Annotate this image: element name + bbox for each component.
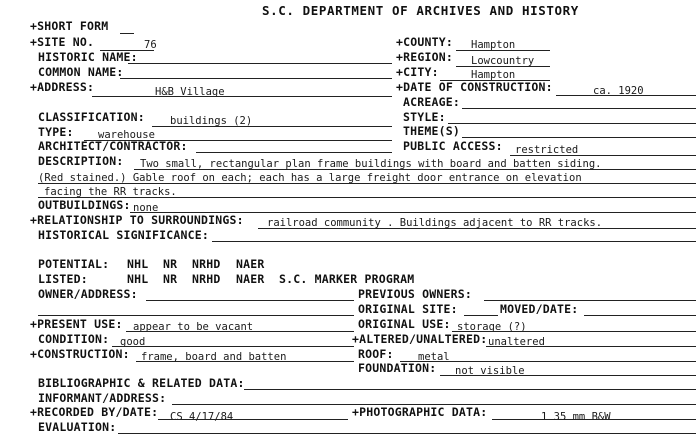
historic-name-label: HISTORIC NAME: — [38, 50, 138, 64]
description-rule-2 — [38, 183, 696, 184]
recorded-by-line — [158, 419, 348, 420]
moved-date-label: MOVED/DATE: — [500, 302, 579, 316]
common-name-label: COMMON NAME: — [38, 65, 124, 79]
short-form-line — [120, 33, 134, 34]
original-site-line — [464, 315, 498, 316]
original-use-label: ORIGINAL USE: — [358, 317, 451, 331]
description-line-1: Two small, rectangular plan frame buildings with board and batten siding. — [140, 158, 602, 170]
historical-significance-line — [212, 241, 696, 242]
photographic-label: +PHOTOGRAPHIC DATA: — [352, 405, 488, 419]
present-use-label: +PRESENT USE: — [30, 317, 123, 331]
foundation-value: not visible — [455, 365, 525, 377]
date-of-construction-label: +DATE OF CONSTRUCTION: — [396, 80, 553, 94]
present-use-value: appear to be vacant — [133, 321, 254, 333]
roof-value: metal — [418, 351, 450, 363]
description-rule-3 — [38, 197, 696, 198]
region-value: Lowcountry — [471, 55, 535, 67]
altered-label: +ALTERED/UNALTERED: — [352, 332, 488, 346]
outbuildings-label: OUTBUILDINGS: — [38, 198, 131, 212]
address-line — [92, 96, 392, 97]
description-label: DESCRIPTION: — [38, 154, 124, 168]
date-of-construction-line — [556, 95, 696, 96]
foundation-label: FOUNDATION: — [358, 361, 437, 375]
region-line — [456, 66, 550, 67]
site-no-label: +SITE NO. — [30, 35, 95, 49]
recorded-by-label: +RECORDED BY/DATE: — [30, 405, 159, 419]
bibliographic-label: BIBLIOGRAPHIC & RELATED DATA: — [38, 376, 245, 390]
city-label: +CITY: — [396, 65, 439, 79]
evaluation-label: EVALUATION: — [38, 420, 117, 434]
construction-value: frame, board and batten — [141, 351, 287, 363]
short-form-label: +SHORT FORM — [30, 19, 109, 33]
region-label: +REGION: — [396, 50, 453, 64]
form-title: S.C. DEPARTMENT OF ARCHIVES AND HISTORY — [262, 3, 579, 18]
listed-nhl: NHL — [127, 272, 149, 286]
construction-label: +CONSTRUCTION: — [30, 347, 130, 361]
present-use-line — [126, 331, 354, 332]
moved-date-line — [584, 315, 696, 316]
acreage-line — [462, 108, 696, 109]
condition-line — [112, 346, 354, 347]
altered-value: unaltered — [488, 336, 545, 348]
classification-line — [152, 126, 392, 127]
public-access-label: PUBLIC ACCESS: — [403, 139, 503, 153]
listed-nrhd: NRHD — [192, 272, 221, 286]
county-value: Hampton — [471, 39, 516, 51]
bibliographic-line — [244, 389, 696, 390]
roof-label: ROOF: — [358, 347, 394, 361]
theme-line — [462, 137, 696, 138]
public-access-value: restricted — [515, 144, 579, 156]
condition-label: CONDITION: — [38, 332, 110, 346]
historical-significance-label: HISTORICAL SIGNIFICANCE: — [38, 228, 209, 242]
architect-line — [196, 152, 392, 153]
photographic-line — [492, 419, 696, 420]
potential-nr: NR — [163, 257, 178, 271]
foundation-line — [440, 375, 696, 376]
outbuildings-value: none — [133, 202, 159, 214]
potential-naer: NAER — [236, 257, 265, 271]
theme-label: THEME(S) — [403, 124, 460, 138]
original-use-line — [452, 331, 696, 332]
photographic-value: 1 35 mm B&W — [541, 411, 611, 423]
marker-program-label: S.C. MARKER PROGRAM — [279, 272, 415, 286]
relationship-value: railroad community . Buildings adjacent to RR tracks. — [267, 217, 603, 229]
county-label: +COUNTY: — [396, 35, 453, 49]
construction-line — [136, 361, 354, 362]
altered-line — [486, 346, 696, 347]
previous-owners-label: PREVIOUS OWNERS: — [358, 287, 472, 301]
owner-address-line-2 — [38, 315, 354, 316]
potential-nrhd: NRHD — [192, 257, 221, 271]
relationship-line — [258, 228, 696, 229]
listed-label: LISTED: — [38, 272, 88, 286]
type-value: warehouse — [98, 129, 155, 141]
historic-name-line — [128, 63, 392, 64]
previous-owners-line — [484, 300, 696, 301]
common-name-line — [120, 78, 392, 79]
recorded-by-value: CS 4/17/84 — [170, 411, 234, 423]
county-line — [456, 50, 550, 51]
description-rule-1 — [134, 169, 696, 170]
listed-naer: NAER — [236, 272, 265, 286]
public-access-line — [510, 155, 696, 156]
owner-address-line — [146, 300, 354, 301]
listed-nr: NR — [163, 272, 178, 286]
site-no-value: 76 — [144, 39, 157, 51]
evaluation-line — [118, 433, 696, 434]
type-label: TYPE: — [38, 125, 74, 139]
style-line — [448, 123, 696, 124]
potential-label: POTENTIAL: — [38, 257, 110, 271]
owner-address-label: OWNER/ADDRESS: — [38, 287, 138, 301]
style-label: STYLE: — [403, 110, 446, 124]
classification-value: buildings (2) — [170, 115, 253, 127]
address-label: +ADDRESS: — [30, 80, 95, 94]
informant-label: INFORMANT/ADDRESS: — [38, 391, 167, 405]
description-line-3: facing the RR tracks. — [44, 186, 177, 198]
original-use-value: storage (?) — [457, 321, 527, 333]
date-of-construction-value: ca. 1920 — [593, 85, 644, 97]
relationship-label: +RELATIONSHIP TO SURROUNDINGS: — [30, 213, 244, 227]
original-site-label: ORIGINAL SITE: — [358, 302, 458, 316]
roof-line — [400, 361, 696, 362]
city-value: Hampton — [471, 69, 516, 81]
address-value: H&B Village — [155, 86, 225, 98]
architect-label: ARCHITECT/CONTRACTOR: — [38, 139, 188, 153]
condition-value: good — [120, 336, 146, 348]
acreage-label: ACREAGE: — [403, 95, 460, 109]
description-line-2: (Red stained.) Gable roof on each; each has a large freight door entrance on elevation — [38, 172, 582, 184]
potential-nhl: NHL — [127, 257, 149, 271]
classification-label: CLASSIFICATION: — [38, 110, 145, 124]
